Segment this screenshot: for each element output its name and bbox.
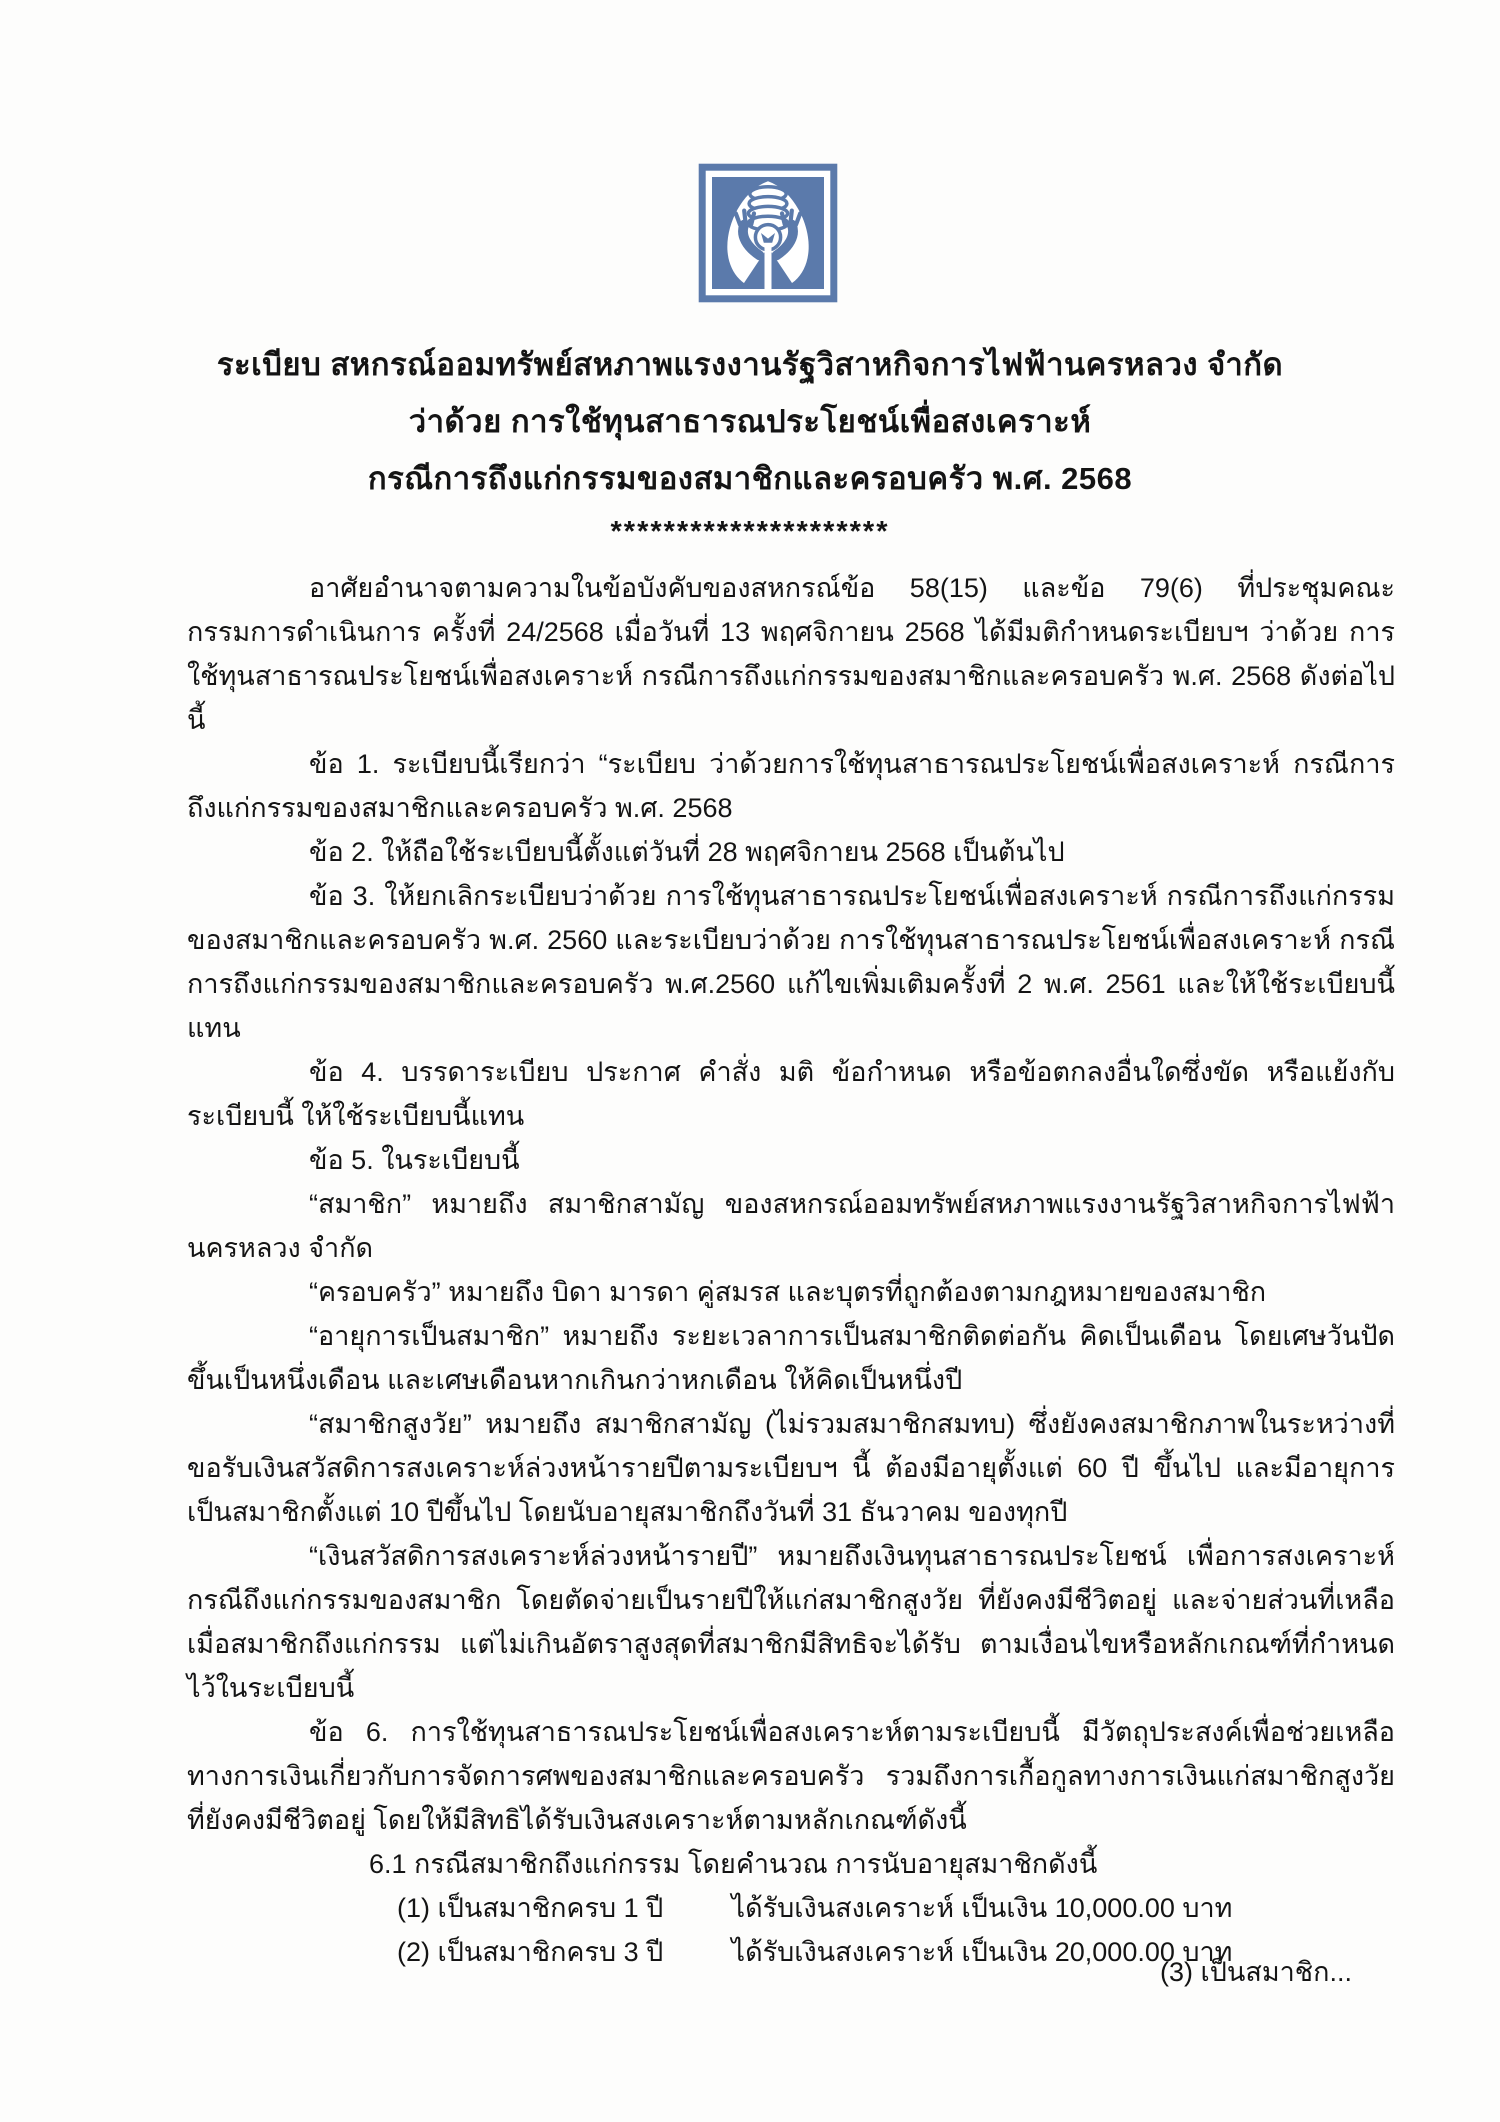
document-body (187, 566, 1395, 1974)
document-title (0, 336, 1500, 557)
title-line-3: กรณีการถึงแก่กรรมของสมาชิกและครอบครัว พ.ศ. 2568 (367, 461, 1133, 496)
clause-2: ข้อ 2. ให้ถือใช้ระเบียบนี้ตั้งแต่วันที่ 28 พฤศจิกายน 2568 เป็นต้นไป (309, 837, 1065, 867)
clause-3: ข้อ 3. ให้ยกเลิกระเบียบว่าด้วย การใช้ทุนสาธารณประโยชน์เพื่อสงเคราะห์ กรณีการถึงแก่กรรมของสมาชิกและครอบครัว พ.ศ. 2560 และระเบียบว่าด้วย การใช้ทุนสาธารณประโยชน์เพื่อสงเคราะห์ กรณีการถึงแก่กรรมของสมาชิกและครอบครัว พ.ศ.2560 แก้ไขเพิ่มเติมครั้งที่ 2 พ.ศ. 2561 และให้ใช้ระเบียบนี้แทน (187, 881, 1395, 1043)
definition-annual-welfare: “เงินสวัสดิการสงเคราะห์ล่วงหน้ารายปี” หมายถึงเงินทุนสาธารณประโยชน์ เพื่อการสงเคราะห์กรณีถึงแก่กรรมของสมาชิก โดยตัดจ่ายเป็นรายปีให้แก่สมาชิกสูงวัย ที่ยังคงมีชีวิตอยู่ และจ่ายส่วนที่เหลือเมื่อสมาชิกถึงแก่กรรม แต่ไม่เกินอัตราสูงสุดที่สมาชิกมีสิทธิจะได้รับ ตามเงื่อนไขหรือหลักเกณฑ์ที่กำหนดไว้ในระเบียบนี้ (187, 1541, 1395, 1703)
preamble-paragraph: อาศัยอำนาจตามความในข้อบังคับของสหกรณ์ข้อ 58(15) และข้อ 79(6) ที่ประชุมคณะกรรมการดำเนินการ ครั้งที่ 24/2568 เมื่อวันที่ 13 พฤศจิกายน 2568 ได้มีมติกำหนดระเบียบฯ ว่าด้วย การใช้ทุนสาธารณประโยชน์เพื่อสงเคราะห์ กรณีการถึงแก่กรรมของสมาชิกและครอบครัว พ.ศ. 2568 ดังต่อไปนี้ (187, 573, 1395, 735)
benefit-label: (2) เป็นสมาชิกครบ 3 ปี (397, 1937, 664, 1967)
definition-family: “ครอบครัว” หมายถึง บิดา มารดา คู่สมรส และบุตรที่ถูกต้องตามกฎหมายของสมาชิก (309, 1277, 1267, 1307)
clause-4: ข้อ 4. บรรดาระเบียบ ประกาศ คำสั่ง มติ ข้อกำหนด หรือข้อตกลงอื่นใดซึ่งขัด หรือแย้งกับระเบียบนี้ ให้ใช้ระเบียบนี้แทน (187, 1057, 1395, 1131)
benefit-value: ได้รับเงินสงเคราะห์ เป็นเงิน 10,000.00 บาท (731, 1893, 1233, 1923)
benefit-value: ได้รับเงินสงเคราะห์ เป็นเงิน 20,000.00 บาท (731, 1937, 1233, 1967)
clause-6-1: 6.1 กรณีสมาชิกถึงแก่กรรม โดยคำนวณ การนับอายุสมาชิกดังนี้ (369, 1849, 1098, 1879)
clause-1: ข้อ 1. ระเบียบนี้เรียกว่า “ระเบียบ ว่าด้วยการใช้ทุนสาธารณประโยชน์เพื่อสงเคราะห์ กรณีการถึงแก่กรรมของสมาชิกและครอบครัว พ.ศ. 2568 (187, 749, 1395, 823)
title-line-2: ว่าด้วย การใช้ทุนสาธารณประโยชน์เพื่อสงเคราะห์ (408, 404, 1092, 439)
title-divider-stars: ********************* (610, 516, 890, 548)
definition-senior-member: “สมาชิกสูงวัย” หมายถึง สมาชิกสามัญ (ไม่รวมสมาชิกสมทบ) ซึ่งยังคงสมาชิกภาพในระหว่างที่ขอรับเงินสวัสดิการสงเคราะห์ล่วงหน้ารายปีตามระเบียบฯ นี้ ต้องมีอายุตั้งแต่ 60 ปี ขึ้นไป และมีอายุการเป็นสมาชิกตั้งแต่ 10 ปีขึ้นไป โดยนับอายุสมาชิกถึงวันที่ 31 ธันวาคม ของทุกปี (187, 1409, 1395, 1527)
title-line-1: ระเบียบ สหกรณ์ออมทรัพย์สหภาพแรงงานรัฐวิสาหกิจการไฟฟ้านครหลวง จำกัด (216, 347, 1284, 382)
clause-5: ข้อ 5. ในระเบียบนี้ (309, 1145, 520, 1175)
benefit-label: (1) เป็นสมาชิกครบ 1 ปี (397, 1893, 664, 1923)
definition-member: “สมาชิก” หมายถึง สมาชิกสามัญ ของสหกรณ์ออมทรัพย์สหภาพแรงงานรัฐวิสาหกิจการไฟฟ้านครหลวง จำกัด (187, 1189, 1395, 1263)
benefit-item-1 (187, 1886, 1395, 1930)
definition-membership-age: “อายุการเป็นสมาชิก” หมายถึง ระยะเวลาการเป็นสมาชิกติดต่อกัน คิดเป็นเดือน โดยเศษวันปัดขึ้นเป็นหนึ่งเดือน และเศษเดือนหากเกินกว่าหกเดือน ให้คิดเป็นหนึ่งปี (187, 1321, 1395, 1395)
clause-6: ข้อ 6. การใช้ทุนสาธารณประโยชน์เพื่อสงเคราะห์ตามระเบียบนี้ มีวัตถุประสงค์เพื่อช่วยเหลือทางการเงินเกี่ยวกับการจัดการศพของสมาชิกและครอบครัว รวมถึงการเกื้อกูลทางการเงินแก่สมาชิกสูงวัยที่ยังคงมีชีวิตอยู่ โดยให้มีสิทธิได้รับเงินสงเคราะห์ตามหลักเกณฑ์ดังนี้ (187, 1717, 1395, 1835)
cooperative-logo-icon (698, 162, 838, 304)
page-continuation-note: (3) เป็นสมาชิก... (1160, 1957, 1352, 1987)
